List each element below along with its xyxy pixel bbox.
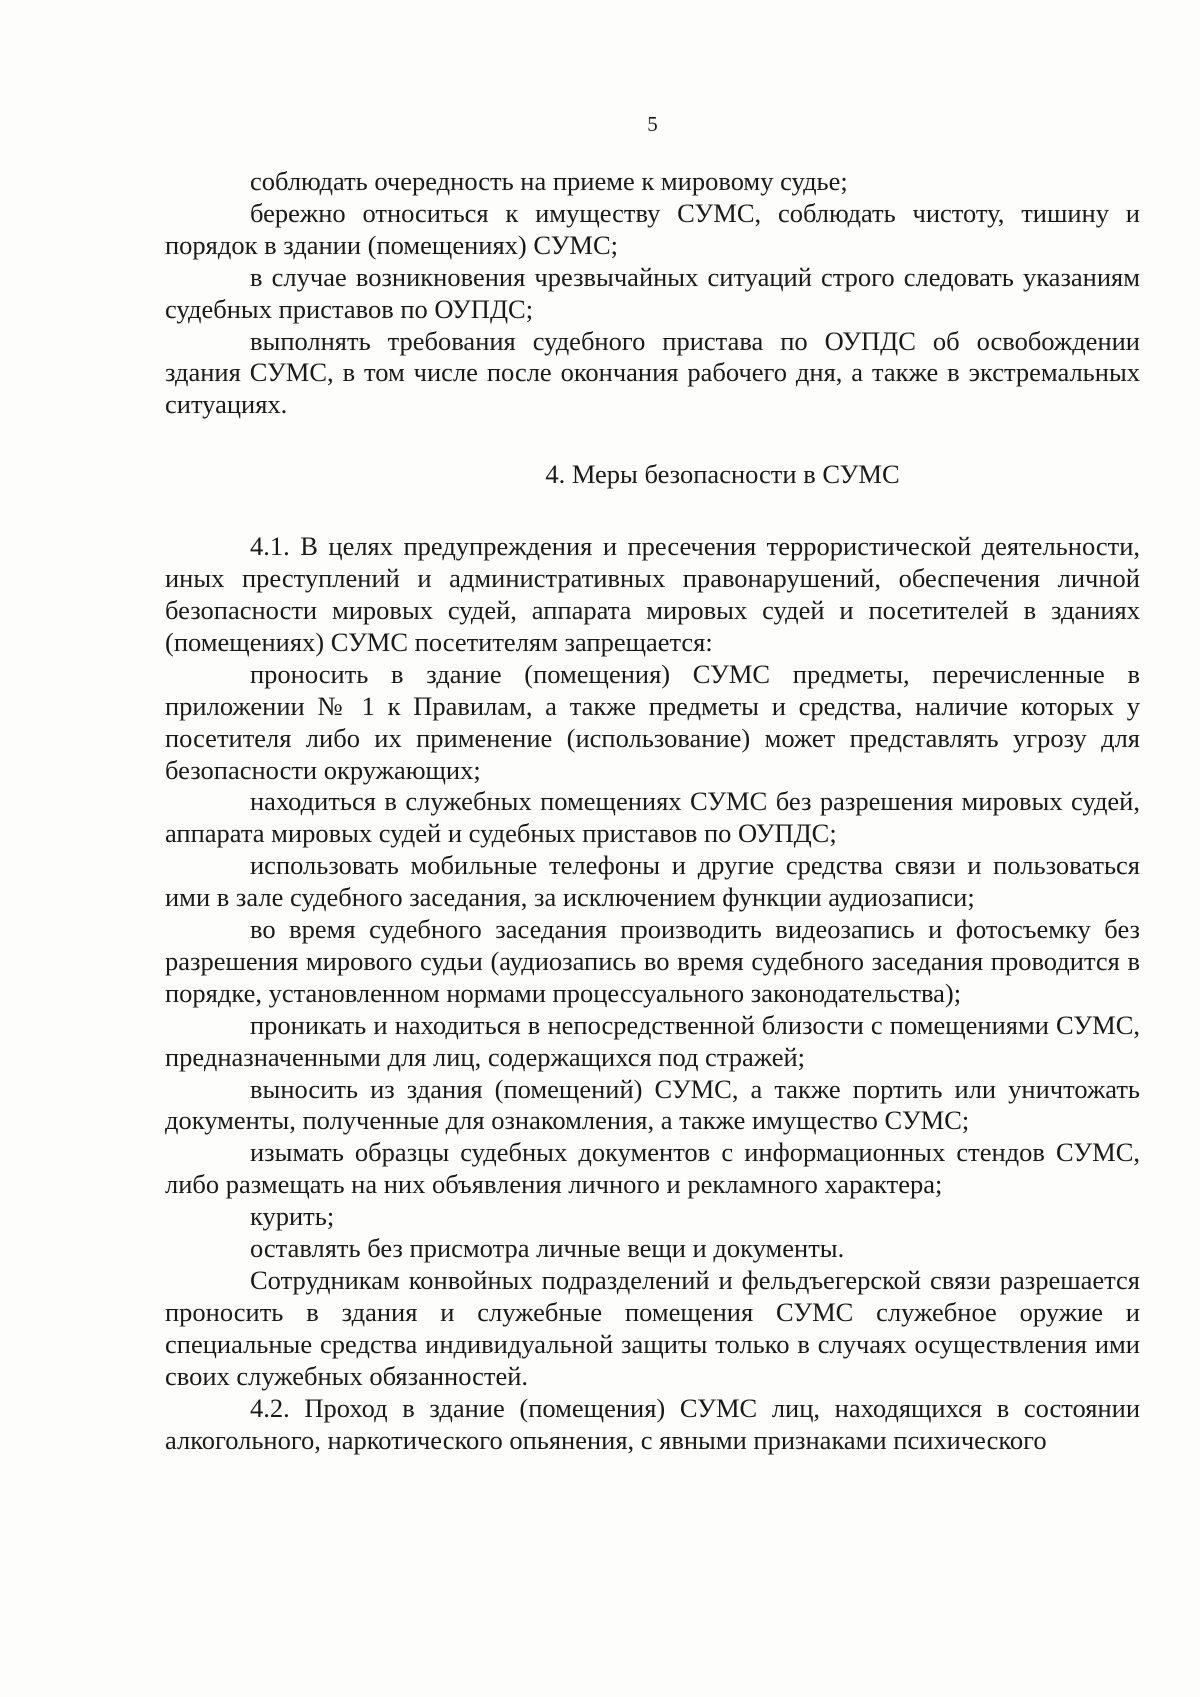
paragraph: бережно относиться к имуществу СУМС, соблюдать чистоту, тишину и порядок в здании (помещениях) СУМС; xyxy=(165,197,1140,260)
page-number: 5 xyxy=(647,112,658,136)
paragraph: проникать и находиться в непосредственной близости с помещениями СУМС, предназначенными для лиц, содержащихся под стражей; xyxy=(165,1009,1140,1072)
document-body xyxy=(165,166,1140,1456)
paragraph: 4.1. В целях предупреждения и пресечения террористической деятельности, иных преступлений и административных правонарушений, обеспечения личной безопасности мировых судей, аппарата мировых судей и посетителей в зданиях (помещениях) СУМС посетителям запрещается: xyxy=(165,531,1140,657)
paragraph: изымать образцы судебных документов с информационных стендов СУМС, либо размещать на них объявления личного и рекламного характера; xyxy=(165,1137,1140,1200)
paragraph: выполнять требования судебного пристава по ОУПДС об освобождении здания СУМС, в том числе после окончания рабочего дня, а также в экстремальных ситуациях. xyxy=(165,325,1140,420)
paragraph: использовать мобильные телефоны и другие средства связи и пользоваться ими в зале судебного заседания, за исключением функции аудиозаписи; xyxy=(165,850,1140,913)
paragraph: выносить из здания (помещений) СУМС, а также портить или уничтожать документы, полученные для ознакомления, а также имущество СУМС; xyxy=(165,1073,1140,1136)
paragraph: находиться в служебных помещениях СУМС без разрешения мировых судей, аппарата мировых судей и судебных приставов по ОУПДС; xyxy=(165,786,1140,849)
paragraph: Сотрудникам конвойных подразделений и фельдъегерской связи разрешается проносить в здания и служебные помещения СУМС служебное оружие и специальные средства индивидуальной защиты только в случаях осуществления ими своих служебных обязанностей. xyxy=(165,1265,1140,1391)
paragraph: курить; xyxy=(250,1201,335,1232)
paragraph: оставлять без присмотра личные вещи и документы. xyxy=(250,1233,845,1264)
section-heading: 4. Меры безопасности в СУМС xyxy=(545,459,900,490)
paragraph: во время судебного заседания производить видеозапись и фотосъемку без разрешения мирового судьи (аудиозапись во время судебного заседания проводится в порядке, установленном нормами процессуального законодательства); xyxy=(165,914,1140,1008)
paragraph: 4.2. Проход в здание (помещения) СУМС лиц, находящихся в состоянии алкогольного, наркотического опьянения, с явными признаками психического xyxy=(165,1392,1140,1455)
paragraph: соблюдать очередность на приеме к мировому судье; xyxy=(250,166,848,196)
paragraph: в случае возникновения чрезвычайных ситуаций строго следовать указаниям судебных приставов по ОУПДС; xyxy=(165,261,1140,324)
paragraph: проносить в здание (помещения) СУМС предметы, перечисленные в приложении № 1 к Правилам, а также предметы и средства, наличие которых у посетителя либо их применение (использование) может представлять угрозу для безопасности окружающих; xyxy=(165,658,1140,785)
